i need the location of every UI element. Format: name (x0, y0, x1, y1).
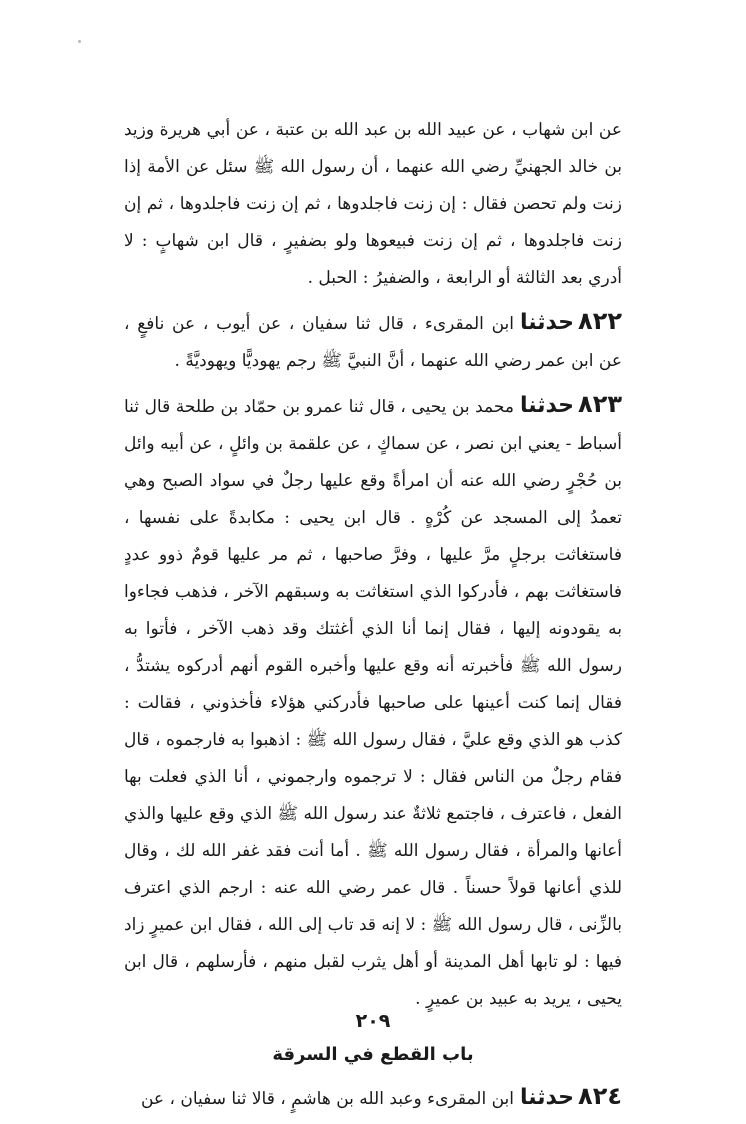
hadith-823 (124, 386, 622, 1018)
hadith-keyword: حدثنا (519, 310, 575, 335)
hadith-number: ٨٢٢ (578, 307, 622, 335)
hadith-text: محمد بن يحيى ، قال ثنا عمرو بن حمّاد بن طلحة قال ثنا أسباط - يعني ابن نصر ، عن سماكٍ ، عن علقمة بن وائلٍ ، عن أبيه وائل بن حُجْرٍ رضي الله عنه أن امرأةً وقع عليها رجلٌ في سواد الصبح وهي تعمدُ إلى المسجد عن كُرْهٍ . قال ابن يحيى : مكابدةً على نفسها ، فاستغاثت برجلٍ مرَّ عليها ، وفرَّ صاحبها ، ثم مر عليها قومٌ ذوو عددٍ فاستغاثت بهم ، فأدركوا الذي استغاثت به وسبقهم الآخر ، فذهب فجاءوا به يقودونه إليها ، فقال إنما أنا الذي أغثتك وقد ذهب الآخر ، فأتوا به رسول الله ﷺ فأخبرته أنه وقع عليها وأخبره القوم أنهم أدركوه يشتدُّ ، فقال إنما كنت أعينها على صاحبها فأدركني هؤلاء فأخذوني ، فقالت : كذب هو الذي وقع عليَّ ، فقال رسول الله ﷺ : اذهبوا به فارجموه ، قال فقام رجلٌ من الناس فقال : لا ترجموه وارجموني ، أنا الذي فعلت بها الفعل ، فاعترف ، فاجتمع ثلاثةٌ عند رسول الله ﷺ الذي وقع عليها والذي أعانها والمرأة ، فقال رسول الله ﷺ . أما أنت فقد غفر الله لك ، وقال للذي أعانها قولاً حسناً . قال عمر رضي الله عنه : ارجم الذي اعترف بالزِّنى ، قال رسول الله ﷺ : لا إنه قد تاب إلى الله ، فقال ابن عميرٍ زاد فيها : لو تابها أهل المدينة أو أهل يثرب لقبل منهم ، فأرسلهم ، قال ابن يحيى ، يريد به عبيد بن عميرٍ . (124, 397, 622, 1009)
hadith-824 (124, 1078, 622, 1118)
continuation-paragraph: عن ابن شهاب ، عن عبيد الله بن عبد الله بن عتبة ، عن أبي هريرة وزيد بن خالد الجهنيِّ رضي الله عنهما ، أن رسول الله ﷺ سئل عن الأمة إذا زنت ولم تحصن فقال : إن زنت فاجلدوها ، ثم إن زنت فاجلدوها ، ثم إن زنت فاجلدوها ، ثم إن زنت فبيعوها ولو بضفيرٍ ، قال ابن شهابٍ : لا أدري بعد الثالثة أو الرابعة ، والضفيرُ : الحبل . (124, 120, 622, 288)
chapter-heading: باب القطع في السرقة (272, 1044, 474, 1065)
hadith-keyword: حدثنا (519, 1085, 575, 1110)
document-page (124, 112, 622, 1124)
hadith-822 (124, 303, 622, 380)
hadith-number: ٨٢٤ (578, 1082, 622, 1110)
hadith-number: ٨٢٣ (578, 390, 622, 418)
scan-speck (78, 40, 81, 43)
hadith-text: ابن المقرىء ، قال ثنا سفيان ، عن أيوب ، عن نافعٍ ، عن ابن عمر رضي الله عنهما ، أنَّ النبيَّ ﷺ رجم يهوديًّا ويهوديَّةً . (124, 314, 622, 371)
hadith-text: ابن المقرىء وعبد الله بن هاشمٍ ، قالا ثنا سفيان ، عن (140, 1089, 514, 1109)
page-number: ٢٠٩ (355, 1010, 391, 1032)
hadith-keyword: حدثنا (519, 393, 575, 418)
